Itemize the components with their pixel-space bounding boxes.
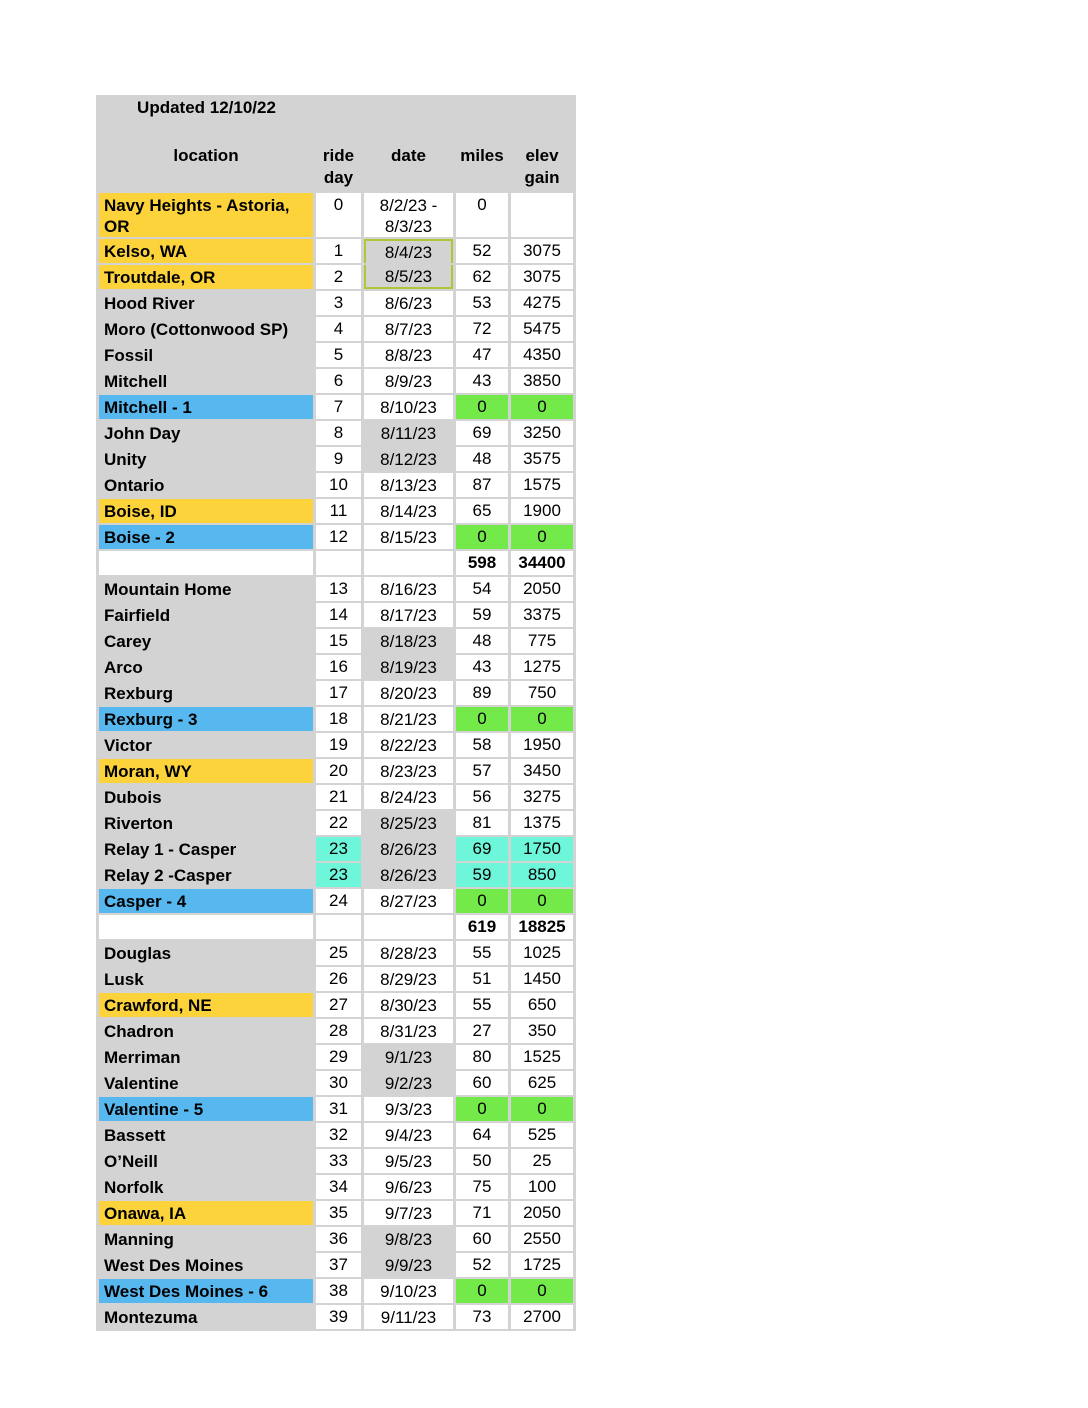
- date-cell: 8/9/23: [364, 369, 453, 393]
- miles-cell: 87: [456, 473, 508, 497]
- spacer-cell: [456, 125, 508, 143]
- date-cell: 9/11/23: [364, 1305, 453, 1329]
- itinerary-row: [99, 837, 573, 861]
- itinerary-row: [99, 811, 573, 835]
- ride-day-cell: 3: [316, 291, 361, 315]
- date-cell: 9/10/23: [364, 1279, 453, 1303]
- miles-cell: 619: [456, 915, 508, 939]
- location-cell: Valentine: [99, 1071, 313, 1095]
- ride-day-cell: 22: [316, 811, 361, 835]
- location-cell: Unity: [99, 447, 313, 471]
- location-cell: Carey: [99, 629, 313, 653]
- ride-day-cell: 11: [316, 499, 361, 523]
- itinerary-row: [99, 193, 573, 237]
- elev-gain-cell: 1750: [511, 837, 573, 861]
- date-cell: 9/8/23: [364, 1227, 453, 1251]
- date-cell: 8/26/23: [364, 837, 453, 861]
- ride-day-cell: 38: [316, 1279, 361, 1303]
- ride-day-cell: 12: [316, 525, 361, 549]
- elev-gain-cell: 34400: [511, 551, 573, 575]
- miles-cell: 71: [456, 1201, 508, 1225]
- itinerary-row: [99, 421, 573, 445]
- elev-gain-cell: 0: [511, 889, 573, 913]
- column-header-location: location: [99, 145, 313, 191]
- elev-gain-cell: 3250: [511, 421, 573, 445]
- miles-cell: 0: [456, 889, 508, 913]
- miles-cell: 0: [456, 193, 508, 237]
- ride-day-cell: [316, 551, 361, 575]
- ride-day-cell: 7: [316, 395, 361, 419]
- elev-gain-cell: 2700: [511, 1305, 573, 1329]
- location-cell: Mountain Home: [99, 577, 313, 601]
- elev-gain-cell: 3450: [511, 759, 573, 783]
- date-cell: 8/7/23: [364, 317, 453, 341]
- itinerary-row: [99, 1019, 573, 1043]
- itinerary-row: [99, 1045, 573, 1069]
- itinerary-row: [99, 1123, 573, 1147]
- miles-cell: 72: [456, 317, 508, 341]
- date-cell: 8/23/23: [364, 759, 453, 783]
- ride-day-cell: 8: [316, 421, 361, 445]
- ride-day-cell: 34: [316, 1175, 361, 1199]
- miles-cell: 58: [456, 733, 508, 757]
- miles-cell: 0: [456, 1097, 508, 1121]
- location-cell: Moro (Cottonwood SP): [99, 317, 313, 341]
- elev-gain-cell: 1575: [511, 473, 573, 497]
- table-header: [99, 97, 573, 191]
- miles-cell: 69: [456, 837, 508, 861]
- header-blank-cell: [316, 97, 361, 123]
- subtotal-row: [99, 915, 573, 939]
- miles-cell: 80: [456, 1045, 508, 1069]
- itinerary-row: [99, 1175, 573, 1199]
- elev-gain-cell: 18825: [511, 915, 573, 939]
- ride-day-cell: 37: [316, 1253, 361, 1277]
- ride-day-cell: 23: [316, 837, 361, 861]
- itinerary-row: [99, 265, 573, 289]
- ride-day-cell: [316, 915, 361, 939]
- location-cell: Hood River: [99, 291, 313, 315]
- elev-gain-cell: 3275: [511, 785, 573, 809]
- header-blank-cell: [456, 97, 508, 123]
- date-cell: 8/19/23: [364, 655, 453, 679]
- miles-cell: 60: [456, 1071, 508, 1095]
- miles-cell: 62: [456, 265, 508, 289]
- date-cell: 9/4/23: [364, 1123, 453, 1147]
- elev-gain-cell: 3375: [511, 603, 573, 627]
- elev-gain-cell: 650: [511, 993, 573, 1017]
- itinerary-row: [99, 1305, 573, 1329]
- location-cell: Onawa, IA: [99, 1201, 313, 1225]
- header-blank-cell: [364, 97, 453, 123]
- date-cell: 8/25/23: [364, 811, 453, 835]
- location-cell: Rexburg: [99, 681, 313, 705]
- date-cell: 9/6/23: [364, 1175, 453, 1199]
- location-cell: Arco: [99, 655, 313, 679]
- miles-cell: 81: [456, 811, 508, 835]
- itinerary-row: [99, 941, 573, 965]
- spacer-cell: [316, 125, 361, 143]
- itinerary-row: [99, 1071, 573, 1095]
- elev-gain-cell: 4350: [511, 343, 573, 367]
- location-cell: Boise - 2: [99, 525, 313, 549]
- location-cell: Kelso, WA: [99, 239, 313, 263]
- location-cell: Valentine - 5: [99, 1097, 313, 1121]
- updated-label: Updated 12/10/22: [99, 97, 313, 123]
- date-cell: [364, 915, 453, 939]
- date-cell: 8/15/23: [364, 525, 453, 549]
- miles-cell: 53: [456, 291, 508, 315]
- location-cell: Bassett: [99, 1123, 313, 1147]
- elev-gain-cell: [511, 193, 573, 237]
- itinerary-row: [99, 655, 573, 679]
- elev-gain-cell: 1275: [511, 655, 573, 679]
- location-cell: Crawford, NE: [99, 993, 313, 1017]
- itinerary-row: [99, 1227, 573, 1251]
- column-header-miles: miles: [456, 145, 508, 191]
- itinerary-row: [99, 993, 573, 1017]
- miles-cell: 27: [456, 1019, 508, 1043]
- itinerary-row: [99, 889, 573, 913]
- date-cell: 9/9/23: [364, 1253, 453, 1277]
- itinerary-row: [99, 1149, 573, 1173]
- ride-day-cell: 32: [316, 1123, 361, 1147]
- subtotal-row: [99, 551, 573, 575]
- column-header-row: [99, 145, 573, 191]
- itinerary-row: [99, 603, 573, 627]
- ride-day-cell: 2: [316, 265, 361, 289]
- ride-day-cell: 24: [316, 889, 361, 913]
- ride-day-cell: 26: [316, 967, 361, 991]
- itinerary-row: [99, 681, 573, 705]
- spacer-row: [99, 125, 573, 143]
- miles-cell: 48: [456, 447, 508, 471]
- location-cell: Mitchell: [99, 369, 313, 393]
- ride-day-cell: 18: [316, 707, 361, 731]
- itinerary-row: [99, 473, 573, 497]
- updated-row: [99, 97, 573, 123]
- miles-cell: 59: [456, 603, 508, 627]
- elev-gain-cell: 1375: [511, 811, 573, 835]
- location-cell: Fossil: [99, 343, 313, 367]
- ride-day-cell: 30: [316, 1071, 361, 1095]
- ride-day-cell: 33: [316, 1149, 361, 1173]
- ride-day-cell: 39: [316, 1305, 361, 1329]
- spacer-cell: [511, 125, 573, 143]
- date-cell: 8/11/23: [364, 421, 453, 445]
- ride-day-cell: 17: [316, 681, 361, 705]
- header-blank-cell: [511, 97, 573, 123]
- elev-gain-cell: 0: [511, 1097, 573, 1121]
- date-cell: 8/16/23: [364, 577, 453, 601]
- miles-cell: 60: [456, 1227, 508, 1251]
- ride-day-cell: 31: [316, 1097, 361, 1121]
- miles-cell: 56: [456, 785, 508, 809]
- date-cell: 8/13/23: [364, 473, 453, 497]
- elev-gain-cell: 1900: [511, 499, 573, 523]
- elev-gain-cell: 2050: [511, 577, 573, 601]
- itinerary-row: [99, 1253, 573, 1277]
- ride-day-cell: 14: [316, 603, 361, 627]
- itinerary-row: [99, 1201, 573, 1225]
- ride-day-cell: 5: [316, 343, 361, 367]
- elev-gain-cell: 100: [511, 1175, 573, 1199]
- elev-gain-cell: 350: [511, 1019, 573, 1043]
- itinerary-row: [99, 239, 573, 263]
- location-cell: Rexburg - 3: [99, 707, 313, 731]
- date-cell: 8/21/23: [364, 707, 453, 731]
- ride-day-cell: 36: [316, 1227, 361, 1251]
- itinerary-row: [99, 1097, 573, 1121]
- miles-cell: 55: [456, 993, 508, 1017]
- location-cell: Lusk: [99, 967, 313, 991]
- elev-gain-cell: 0: [511, 525, 573, 549]
- elev-gain-cell: 525: [511, 1123, 573, 1147]
- location-cell: Navy Heights - Astoria, OR: [99, 193, 313, 237]
- itinerary-row: [99, 317, 573, 341]
- date-cell: 9/2/23: [364, 1071, 453, 1095]
- location-cell: Boise, ID: [99, 499, 313, 523]
- elev-gain-cell: 625: [511, 1071, 573, 1095]
- itinerary-row: [99, 759, 573, 783]
- date-cell: 8/27/23: [364, 889, 453, 913]
- date-cell: 8/12/23: [364, 447, 453, 471]
- ride-day-cell: 4: [316, 317, 361, 341]
- date-cell: 8/22/23: [364, 733, 453, 757]
- location-cell: Relay 1 - Casper: [99, 837, 313, 861]
- itinerary-row: [99, 499, 573, 523]
- ride-day-cell: 15: [316, 629, 361, 653]
- elev-gain-cell: 750: [511, 681, 573, 705]
- date-cell: 8/6/23: [364, 291, 453, 315]
- miles-cell: 75: [456, 1175, 508, 1199]
- itinerary-row: [99, 785, 573, 809]
- ride-day-cell: 20: [316, 759, 361, 783]
- ride-day-cell: 21: [316, 785, 361, 809]
- elev-gain-cell: 2550: [511, 1227, 573, 1251]
- elev-gain-cell: 5475: [511, 317, 573, 341]
- miles-cell: 0: [456, 1279, 508, 1303]
- location-cell: Victor: [99, 733, 313, 757]
- location-cell: West Des Moines - 6: [99, 1279, 313, 1303]
- elev-gain-cell: 4275: [511, 291, 573, 315]
- location-cell: West Des Moines: [99, 1253, 313, 1277]
- miles-cell: 89: [456, 681, 508, 705]
- location-cell: Ontario: [99, 473, 313, 497]
- miles-cell: 52: [456, 239, 508, 263]
- itinerary-row: [99, 525, 573, 549]
- itinerary-row: [99, 291, 573, 315]
- elev-gain-cell: 3075: [511, 239, 573, 263]
- location-cell: Merriman: [99, 1045, 313, 1069]
- itinerary-row: [99, 395, 573, 419]
- itinerary-row: [99, 1279, 573, 1303]
- itinerary-row: [99, 343, 573, 367]
- miles-cell: 59: [456, 863, 508, 887]
- date-cell: 8/30/23: [364, 993, 453, 1017]
- date-cell: 8/28/23: [364, 941, 453, 965]
- date-cell: 8/24/23: [364, 785, 453, 809]
- spreadsheet: [96, 95, 576, 1331]
- miles-cell: 57: [456, 759, 508, 783]
- elev-gain-cell: 0: [511, 1279, 573, 1303]
- itinerary-rows: [99, 193, 573, 1329]
- ride-day-cell: 9: [316, 447, 361, 471]
- location-cell: Manning: [99, 1227, 313, 1251]
- ride-day-cell: 16: [316, 655, 361, 679]
- miles-cell: 48: [456, 629, 508, 653]
- elev-gain-cell: 1025: [511, 941, 573, 965]
- ride-day-cell: 1: [316, 239, 361, 263]
- location-cell: Troutdale, OR: [99, 265, 313, 289]
- spacer-cell: [99, 125, 313, 143]
- date-cell: 8/17/23: [364, 603, 453, 627]
- miles-cell: 51: [456, 967, 508, 991]
- elev-gain-cell: 3575: [511, 447, 573, 471]
- elev-gain-cell: 1450: [511, 967, 573, 991]
- date-cell: [364, 551, 453, 575]
- elev-gain-cell: 3075: [511, 265, 573, 289]
- miles-cell: 598: [456, 551, 508, 575]
- itinerary-row: [99, 447, 573, 471]
- location-cell: Chadron: [99, 1019, 313, 1043]
- date-cell: 8/4/23: [364, 239, 453, 263]
- miles-cell: 43: [456, 655, 508, 679]
- location-cell: Relay 2 -Casper: [99, 863, 313, 887]
- itinerary-row: [99, 369, 573, 393]
- spacer-cell: [364, 125, 453, 143]
- location-cell: [99, 551, 313, 575]
- ride-day-cell: 28: [316, 1019, 361, 1043]
- date-cell: 8/18/23: [364, 629, 453, 653]
- elev-gain-cell: 25: [511, 1149, 573, 1173]
- miles-cell: 50: [456, 1149, 508, 1173]
- itinerary-row: [99, 707, 573, 731]
- elev-gain-cell: 1525: [511, 1045, 573, 1069]
- miles-cell: 55: [456, 941, 508, 965]
- date-cell: 8/8/23: [364, 343, 453, 367]
- date-cell: 9/7/23: [364, 1201, 453, 1225]
- date-cell: 8/10/23: [364, 395, 453, 419]
- location-cell: Moran, WY: [99, 759, 313, 783]
- itinerary-row: [99, 863, 573, 887]
- ride-day-cell: 25: [316, 941, 361, 965]
- location-cell: O’Neill: [99, 1149, 313, 1173]
- elev-gain-cell: 2050: [511, 1201, 573, 1225]
- elev-gain-cell: 775: [511, 629, 573, 653]
- itinerary-row: [99, 577, 573, 601]
- date-cell: 9/5/23: [364, 1149, 453, 1173]
- date-cell: 9/3/23: [364, 1097, 453, 1121]
- miles-cell: 0: [456, 707, 508, 731]
- date-cell: 8/20/23: [364, 681, 453, 705]
- elev-gain-cell: 1725: [511, 1253, 573, 1277]
- itinerary-row: [99, 733, 573, 757]
- date-cell: 8/29/23: [364, 967, 453, 991]
- ride-day-cell: 0: [316, 193, 361, 237]
- column-header-elev-gain: elev gain: [511, 145, 573, 191]
- miles-cell: 52: [456, 1253, 508, 1277]
- column-header-date: date: [364, 145, 453, 191]
- location-cell: Norfolk: [99, 1175, 313, 1199]
- itinerary-row: [99, 629, 573, 653]
- elev-gain-cell: 1950: [511, 733, 573, 757]
- location-cell: Mitchell - 1: [99, 395, 313, 419]
- column-header-ride-day: ride day: [316, 145, 361, 191]
- location-cell: Fairfield: [99, 603, 313, 627]
- location-cell: Dubois: [99, 785, 313, 809]
- location-cell: Montezuma: [99, 1305, 313, 1329]
- location-cell: Riverton: [99, 811, 313, 835]
- miles-cell: 0: [456, 525, 508, 549]
- ride-day-cell: 23: [316, 863, 361, 887]
- ride-day-cell: 35: [316, 1201, 361, 1225]
- ride-day-cell: 13: [316, 577, 361, 601]
- date-cell: 8/31/23: [364, 1019, 453, 1043]
- miles-cell: 54: [456, 577, 508, 601]
- location-cell: Douglas: [99, 941, 313, 965]
- elev-gain-cell: 850: [511, 863, 573, 887]
- date-cell: 8/14/23: [364, 499, 453, 523]
- miles-cell: 73: [456, 1305, 508, 1329]
- elev-gain-cell: 0: [511, 707, 573, 731]
- miles-cell: 43: [456, 369, 508, 393]
- date-cell: 8/26/23: [364, 863, 453, 887]
- miles-cell: 0: [456, 395, 508, 419]
- ride-day-cell: 19: [316, 733, 361, 757]
- elev-gain-cell: 3850: [511, 369, 573, 393]
- miles-cell: 64: [456, 1123, 508, 1147]
- ride-day-cell: 27: [316, 993, 361, 1017]
- date-cell: 8/5/23: [364, 265, 453, 289]
- ride-day-cell: 6: [316, 369, 361, 393]
- date-cell: 8/2/23 - 8/3/23: [364, 193, 453, 237]
- location-cell: Casper - 4: [99, 889, 313, 913]
- itinerary-table: [96, 95, 576, 1331]
- date-cell: 9/1/23: [364, 1045, 453, 1069]
- elev-gain-cell: 0: [511, 395, 573, 419]
- miles-cell: 47: [456, 343, 508, 367]
- miles-cell: 69: [456, 421, 508, 445]
- miles-cell: 65: [456, 499, 508, 523]
- location-cell: [99, 915, 313, 939]
- itinerary-row: [99, 967, 573, 991]
- location-cell: John Day: [99, 421, 313, 445]
- ride-day-cell: 10: [316, 473, 361, 497]
- ride-day-cell: 29: [316, 1045, 361, 1069]
